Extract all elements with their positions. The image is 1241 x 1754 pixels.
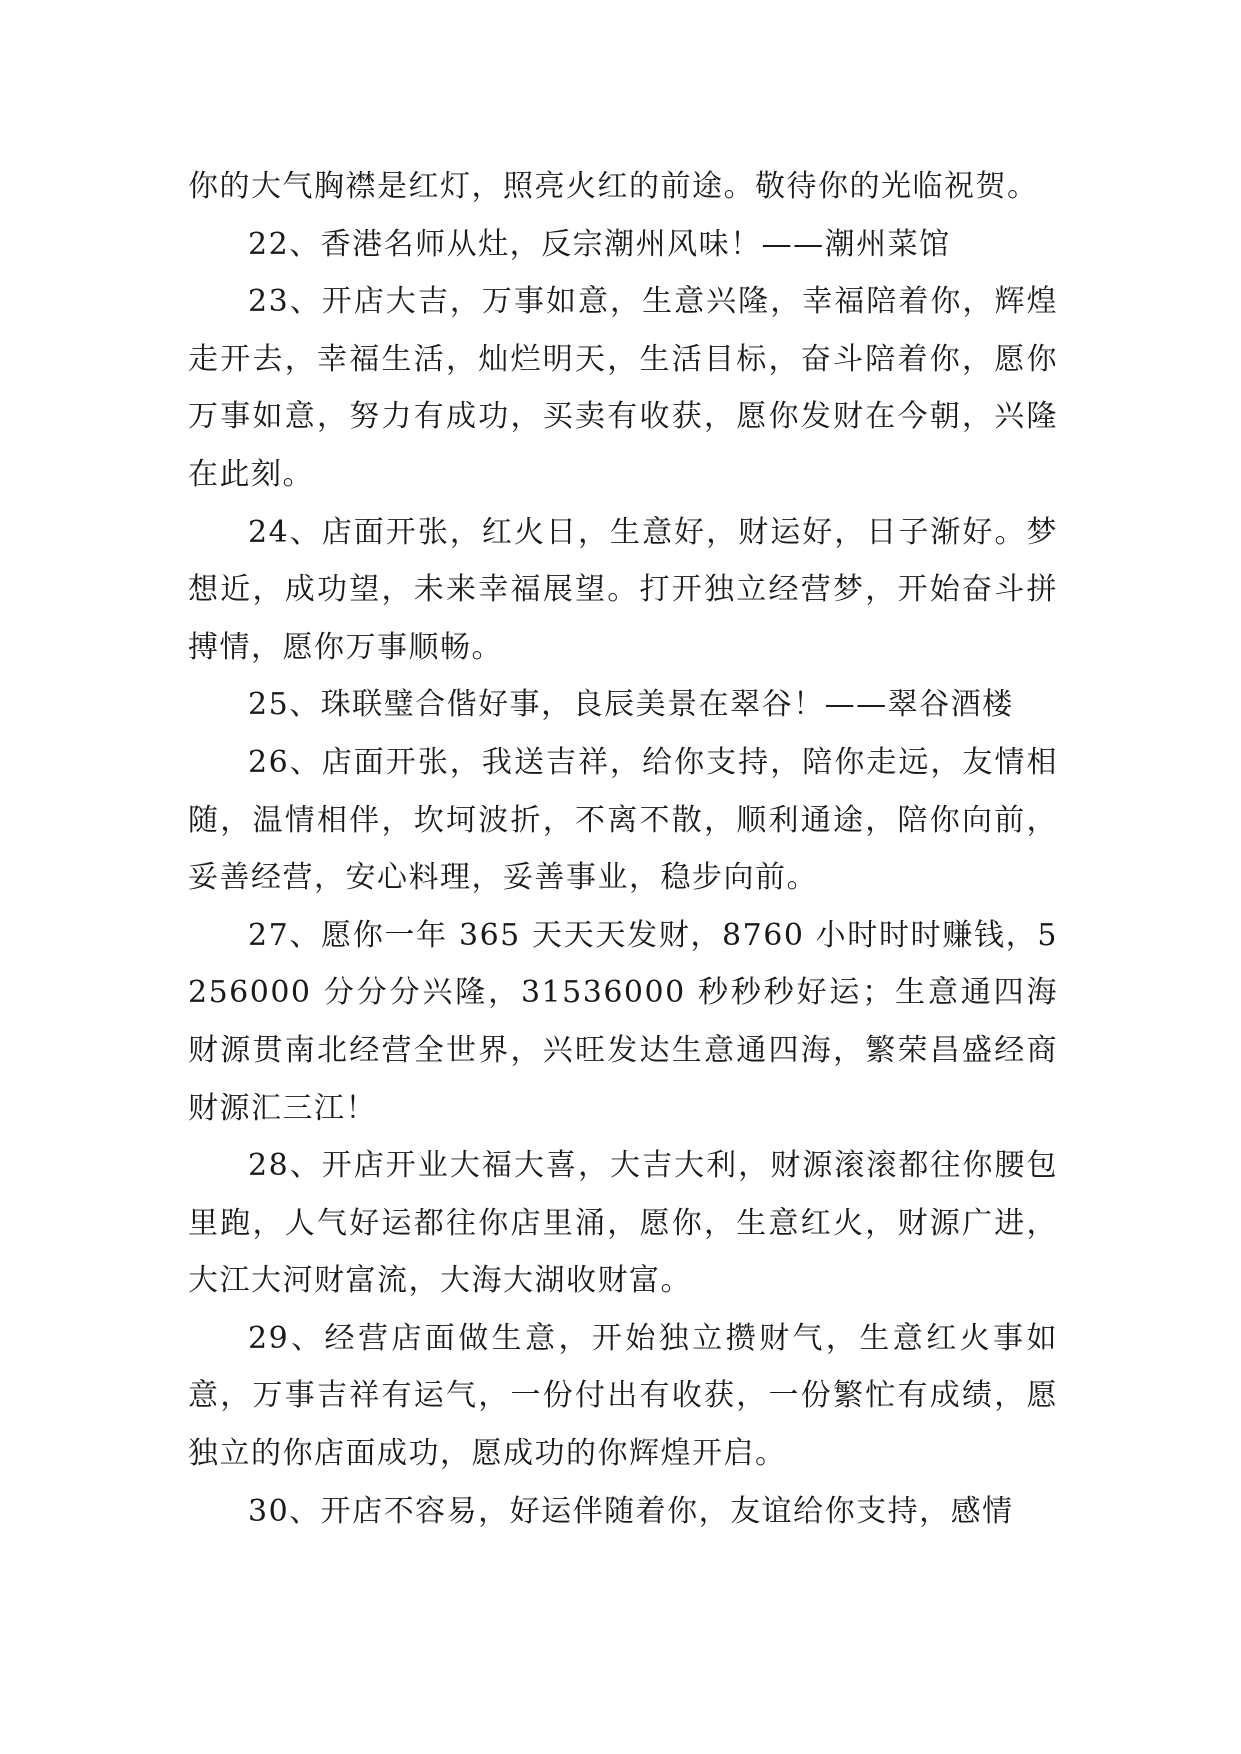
paragraph-item-30: 30、开店不容易，好运伴随着你，友谊给你支持，感情 <box>248 1493 1014 1529</box>
paragraph-item-25: 25、珠联璧合偕好事，良辰美景在翠谷！——翠谷酒楼 <box>248 687 1014 723</box>
document-body <box>188 158 1058 1540</box>
paragraph-item-28: 28、开店开业大福大喜，大吉大利，财源滚滚都往你腰包里跑，人气好运都往你店里涌，愿你，生意红火，财源广进，大江大河财富流，大海大湖收财富。 <box>188 1148 1058 1299</box>
paragraph-item-22: 22、香港名师从灶，反宗潮州风味！——潮州菜馆 <box>248 226 951 262</box>
paragraph-item-29: 29、经营店面做生意，开始独立攒财气，生意红火事如意，万事吉祥有运气，一份付出有收获，一份繁忙有成绩，愿独立的你店面成功，愿成功的你辉煌开启。 <box>188 1320 1058 1472</box>
paragraph-continuation: 你的大气胸襟是红灯，照亮火红的前途。敬待你的光临祝贺。 <box>188 169 1039 204</box>
paragraph-item-26: 26、店面开张，我送吉祥，给你支持，陪你走远，友情相随，温情相伴，坎坷波折，不离不散，顺利通途，陪你向前，妥善经营，安心料理，妥善事业，稳步向前。 <box>188 744 1058 896</box>
paragraph-item-23: 23、开店大吉，万事如意，生意兴隆，幸福陪着你，辉煌走开去，幸福生活，灿烂明天，生活目标，奋斗陪着你，愿你万事如意，努力有成功，买卖有收获，愿你发财在今朝，兴隆在此刻。 <box>188 284 1058 492</box>
paragraph-item-27: 27、愿你一年 365 天天天发财，8760 小时时时赚钱，5256000 分分分兴隆，31536000 秒秒秒好运；生意通四海财源贯南北经营全世界，兴旺发达生意通四海，繁荣昌盛经商财源汇三江！ <box>188 917 1058 1126</box>
paragraph-item-24: 24、店面开张，红火日，生意好，财运好，日子渐好。梦想近，成功望，未来幸福展望。打开独立经营梦，开始奋斗拼搏情，愿你万事顺畅。 <box>188 514 1058 665</box>
